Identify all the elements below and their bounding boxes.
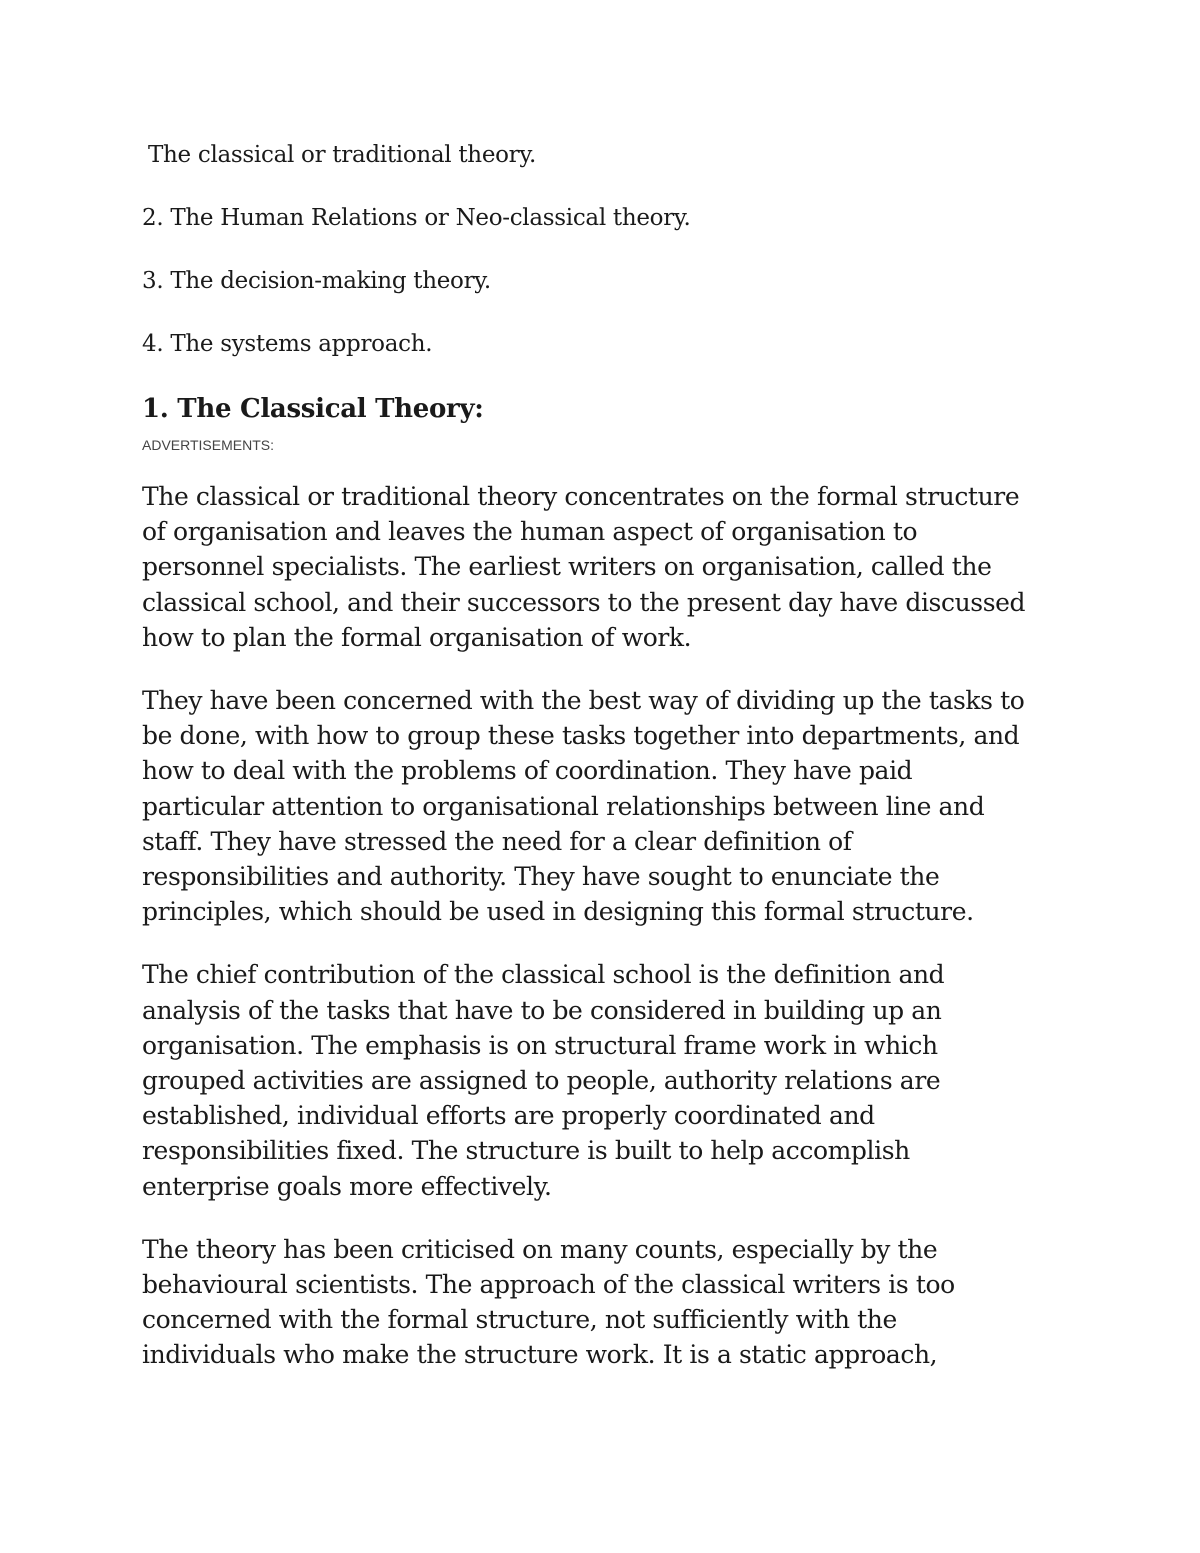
paragraph-1 [142,479,1102,655]
list-item-classical: The classical or traditional theory. [148,142,537,168]
paragraph-line: be done, with how to group these tasks together into departments, and [142,721,1020,751]
paragraph-line: analysis of the tasks that have to be considered in building up an [142,995,942,1025]
paragraph-line: The theory has been criticised on many counts, especially by the [142,1234,938,1264]
paragraph-line: responsibilities and authority. They have sought to enunciate the [142,862,940,892]
paragraph-line: They have been concerned with the best way of dividing up the tasks to [142,686,1025,716]
paragraph-3 [142,957,1102,1203]
paragraph-line: individuals who make the structure work. It is a static approach, [142,1340,938,1370]
paragraph-line: classical school, and their successors to the present day have discussed [142,587,1026,617]
list-item-systems: 4. The systems approach. [142,331,433,357]
paragraph-line: of organisation and leaves the human aspect of organisation to [142,517,918,547]
paragraph-2 [142,683,1102,929]
paragraph-line: principles, which should be used in designing this formal structure. [142,897,974,927]
paragraph-line: The chief contribution of the classical school is the definition and [142,960,945,990]
paragraph-line: personnel specialists. The earliest writers on organisation, called the [142,552,992,582]
paragraph-line: enterprise goals more effectively. [142,1171,552,1201]
paragraph-line: established, individual efforts are properly coordinated and [142,1101,875,1131]
document-page [142,140,1102,1401]
paragraph-line: how to deal with the problems of coordination. They have paid [142,756,913,786]
paragraph-line: behavioural scientists. The approach of the classical writers is too [142,1270,955,1300]
list-item-human-relations: 2. The Human Relations or Neo-classical theory. [142,205,691,231]
paragraph-line: grouped activities are assigned to people, authority relations are [142,1066,941,1096]
advertisements-label: ADVERTISEMENTS: [142,437,274,453]
section-heading: 1. The Classical Theory: [142,394,484,424]
paragraph-line: how to plan the formal organisation of work. [142,622,692,652]
paragraph-line: responsibilities fixed. The structure is built to help accomplish [142,1136,910,1166]
paragraph-line: organisation. The emphasis is on structural frame work in which [142,1030,938,1060]
paragraph-line: The classical or traditional theory concentrates on the formal structure [142,482,1020,511]
paragraph-line: staff. They have stressed the need for a clear definition of [142,826,852,856]
list-item-decision-making: 3. The decision-making theory. [142,268,491,294]
paragraph-4 [142,1232,1102,1373]
paragraph-line: particular attention to organisational relationships between line and [142,791,985,821]
paragraph-line: concerned with the formal structure, not sufficiently with the [142,1305,897,1335]
